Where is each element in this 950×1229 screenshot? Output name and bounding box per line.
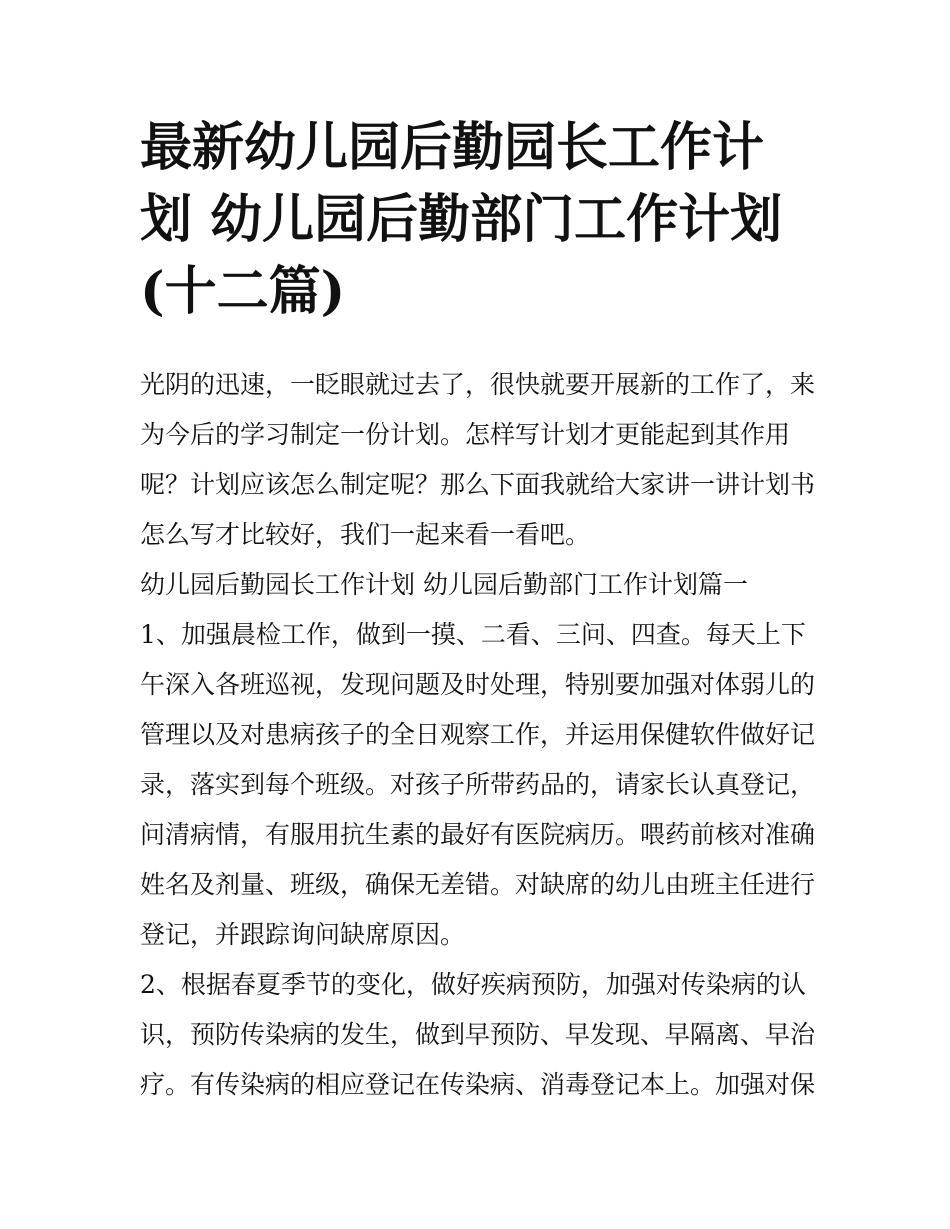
section-heading: 幼儿园后勤园长工作计划 幼儿园后勤部门工作计划篇一	[140, 570, 748, 599]
paragraph-1: 1、加强晨检工作，做到一摸、二看、三问、四查。每天上下午深入各班巡视，发现问题及时处理，特别要加强对体弱儿的管理以及对患病孩子的全日观察工作，并运用保健软件做好记录，落实到每个班级。对孩子所带药品的，请家长认真登记，问清病情，有服用抗生素的最好有医院病历。喂药前核对准确姓名及剂量、班级，确保无差错。对缺席的幼儿由班主任进行登记，并跟踪询问缺席原因。	[140, 620, 816, 949]
document-body	[140, 360, 815, 1110]
paragraph-2: 2、根据春夏季节的变化，做好疾病预防，加强对传染病的认识，预防传染病的发生，做到早预防、早发现、早隔离、早治疗。有传染病的相应登记在传染病、消毒登记本上。加强对保	[140, 970, 816, 1099]
document-title: 最新幼儿园后勤园长工作计划 幼儿园后勤部门工作计划(十二篇)	[140, 117, 783, 322]
document-page	[140, 112, 815, 1110]
intro-paragraph: 光阴的迅速，一眨眼就过去了，很快就要开展新的工作了，来为今后的学习制定一份计划。怎样写计划才更能起到其作用呢？计划应该怎么制定呢？那么下面我就给大家讲一讲计划书怎么写才比较好，我们一起来看一看吧。	[140, 370, 816, 549]
